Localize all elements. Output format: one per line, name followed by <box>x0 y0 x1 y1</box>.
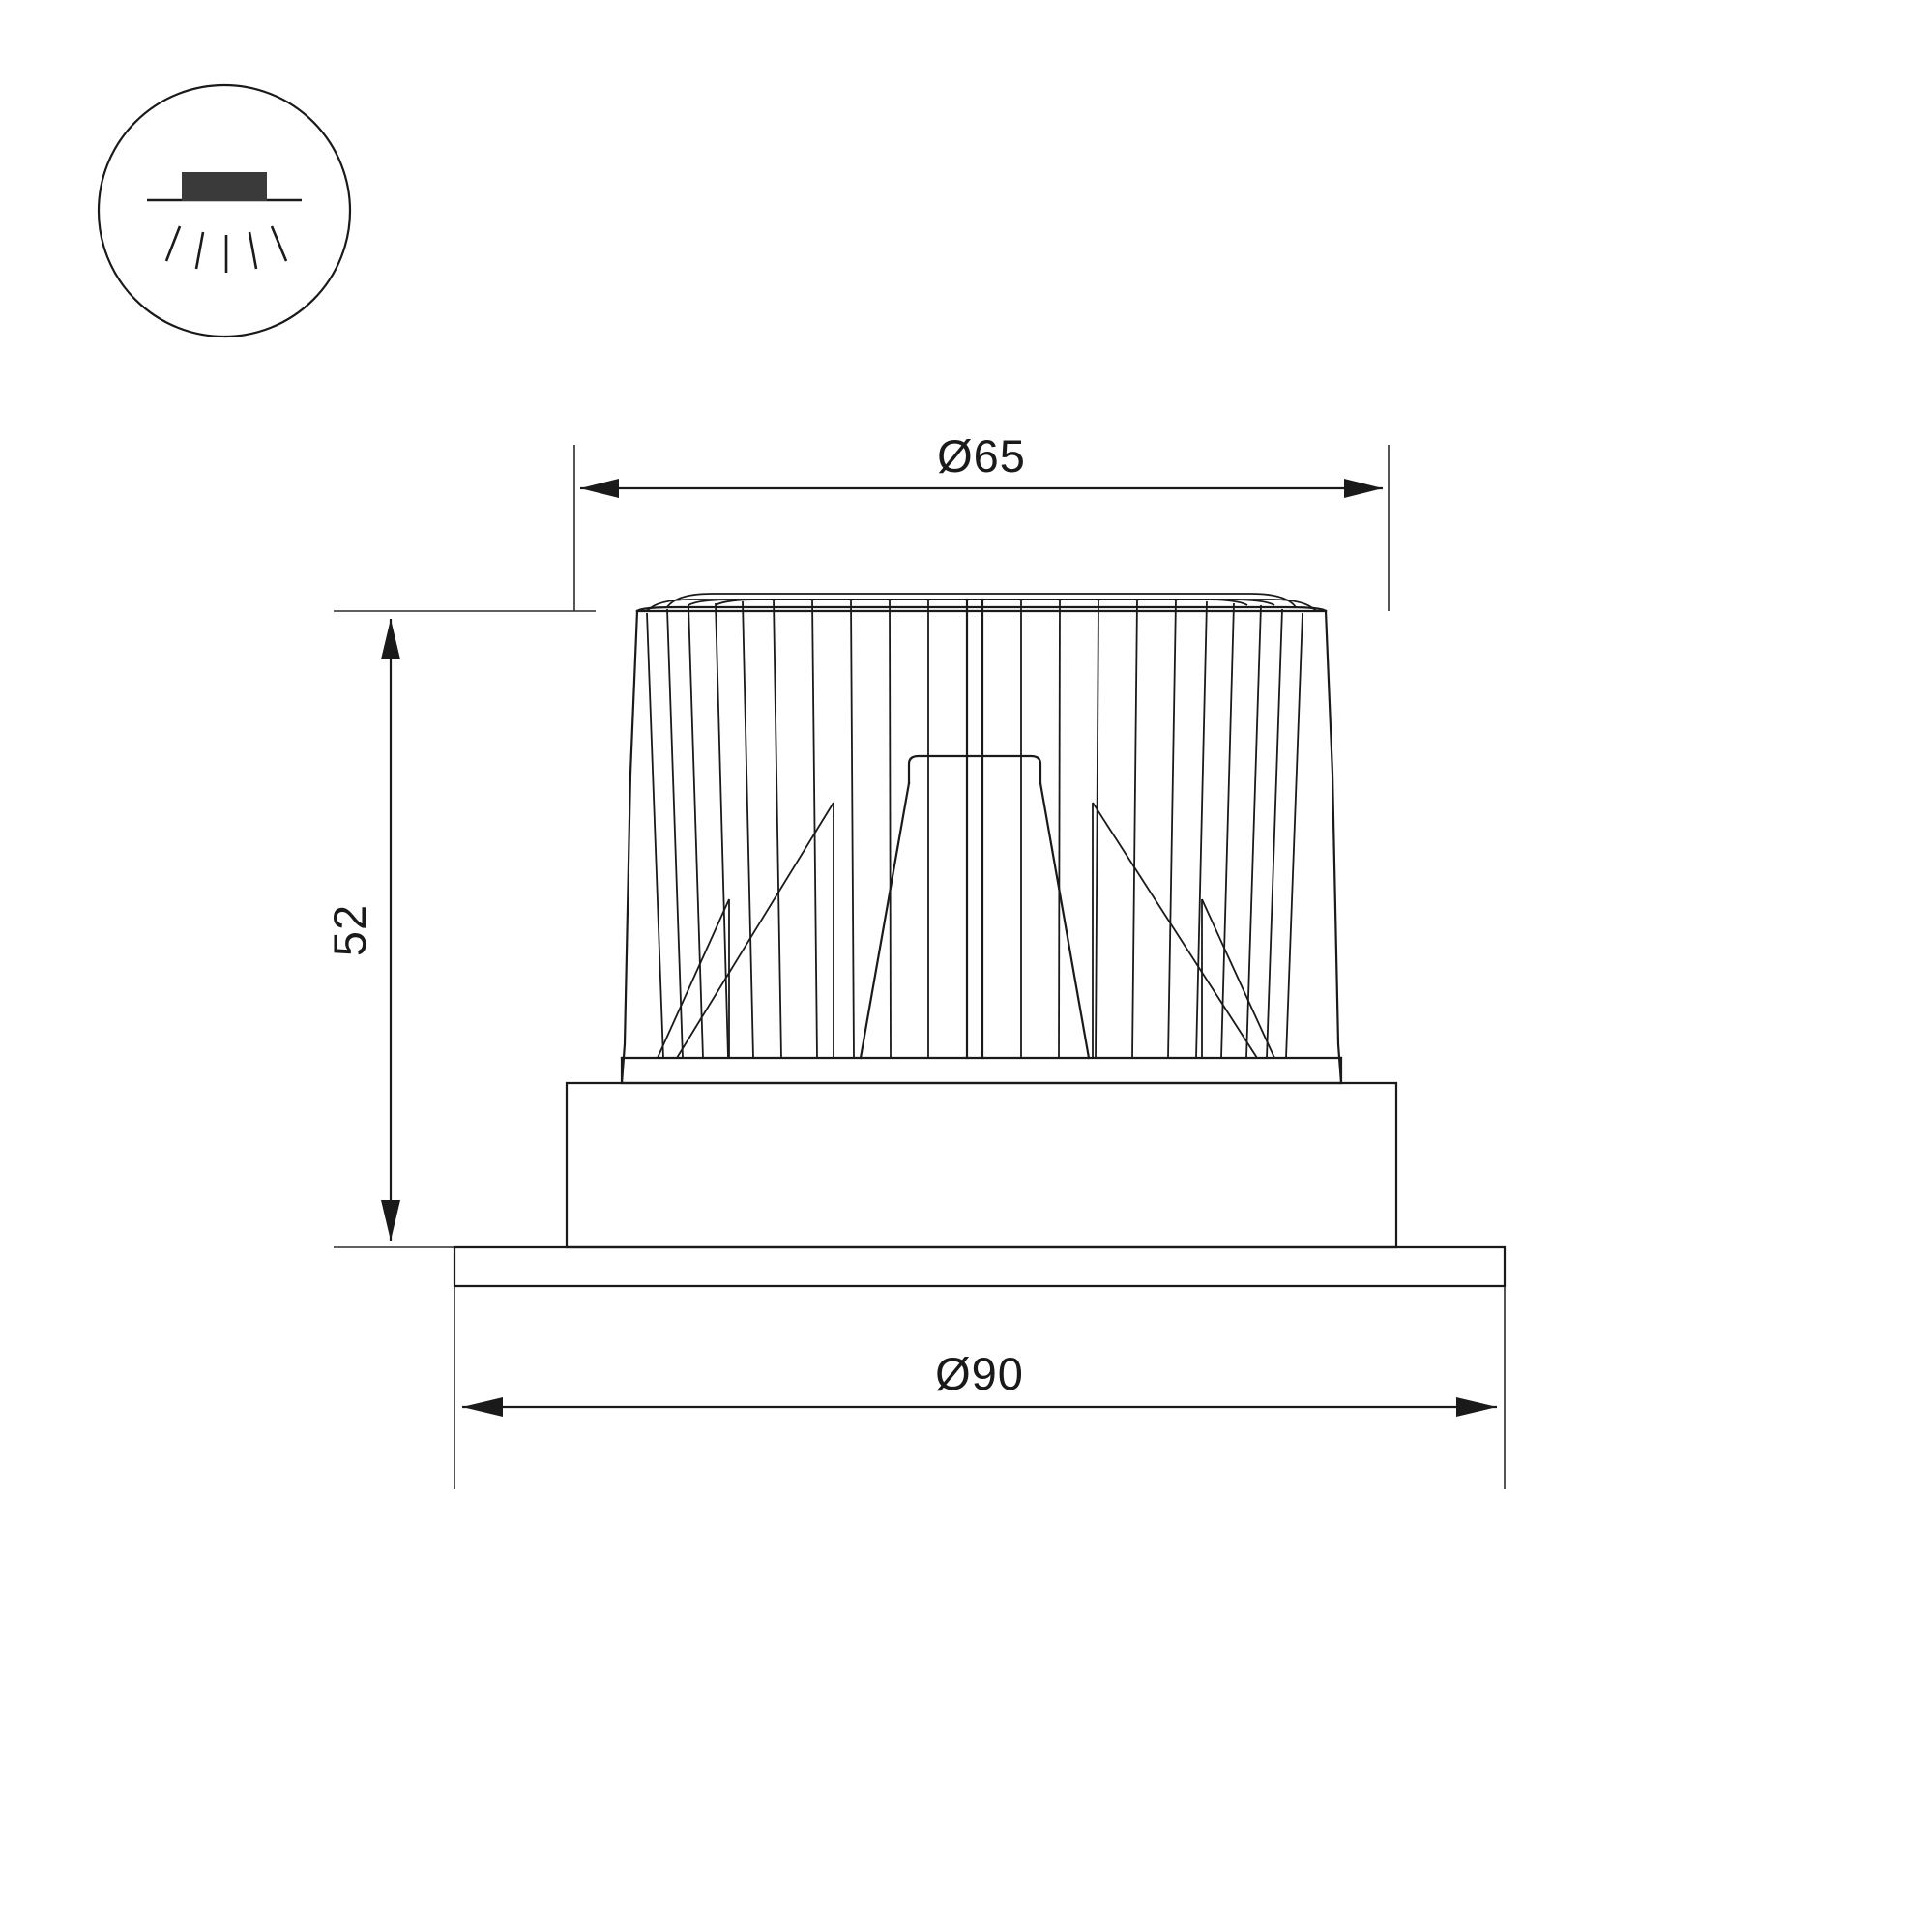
fin-line-r3 <box>1246 605 1261 1058</box>
icon-luminaire-body <box>182 172 267 201</box>
fin-line-l7 <box>812 600 817 1058</box>
dimension-height <box>324 619 400 1241</box>
fin-line-r6 <box>1168 600 1176 1058</box>
fin-line-l3 <box>688 605 703 1058</box>
fin-line-l6 <box>774 600 781 1058</box>
optic-left-wall <box>861 783 909 1058</box>
dim-arrow-65-left <box>580 479 619 498</box>
fin-line-l2 <box>667 609 683 1058</box>
optic-right-wall <box>1040 783 1089 1058</box>
fin-line-r9 <box>1059 600 1060 1058</box>
dim-arrow-90-right <box>1456 1397 1497 1417</box>
fin-line-r1 <box>1286 613 1303 1058</box>
fin-line-l4 <box>716 603 728 1058</box>
dim-arrow-90-left <box>462 1397 503 1417</box>
inner-diagonal-r2 <box>1202 899 1274 1058</box>
dim-label-height: 52 <box>324 903 375 957</box>
housing-can <box>567 1083 1396 1247</box>
fin-line-r8 <box>1096 600 1098 1058</box>
ceiling-downlight-icon <box>99 85 350 337</box>
fin-line-r7 <box>1132 600 1137 1058</box>
fin-line-l1 <box>647 613 663 1058</box>
icon-ray-2 <box>196 232 203 269</box>
fin-line-r4 <box>1221 603 1234 1058</box>
flange-trim-ring <box>454 1247 1505 1286</box>
dim-label-top-diameter: Ø65 <box>937 430 1026 482</box>
dim-arrow-65-right <box>1344 479 1383 498</box>
dim-label-flange-diameter: Ø90 <box>935 1348 1024 1399</box>
fin-line-l5 <box>743 601 753 1058</box>
inner-diagonal-r1 <box>1093 803 1257 1058</box>
heatsink-outer-right <box>1326 611 1341 1083</box>
fin-line-l9 <box>890 600 891 1058</box>
icon-circle-outline <box>99 85 350 337</box>
extension-lines <box>334 445 1505 1489</box>
icon-ray-4 <box>249 232 256 269</box>
heatsink-outer-left <box>622 611 637 1083</box>
dimension-flange-diameter <box>462 1348 1497 1417</box>
downlight-body-drawing <box>454 594 1505 1286</box>
fin-line-r2 <box>1267 609 1282 1058</box>
heatsink-base-block <box>622 1058 1341 1083</box>
icon-ray-1 <box>166 226 180 261</box>
dim-arrow-52-bottom <box>381 1200 400 1241</box>
dim-arrow-52-top <box>381 619 400 659</box>
dimension-top-diameter <box>580 430 1383 498</box>
inner-diagonal-l2 <box>658 899 729 1058</box>
icon-ray-5 <box>272 226 286 261</box>
inner-diagonal-l1 <box>677 803 834 1058</box>
fin-line-l8 <box>851 600 854 1058</box>
